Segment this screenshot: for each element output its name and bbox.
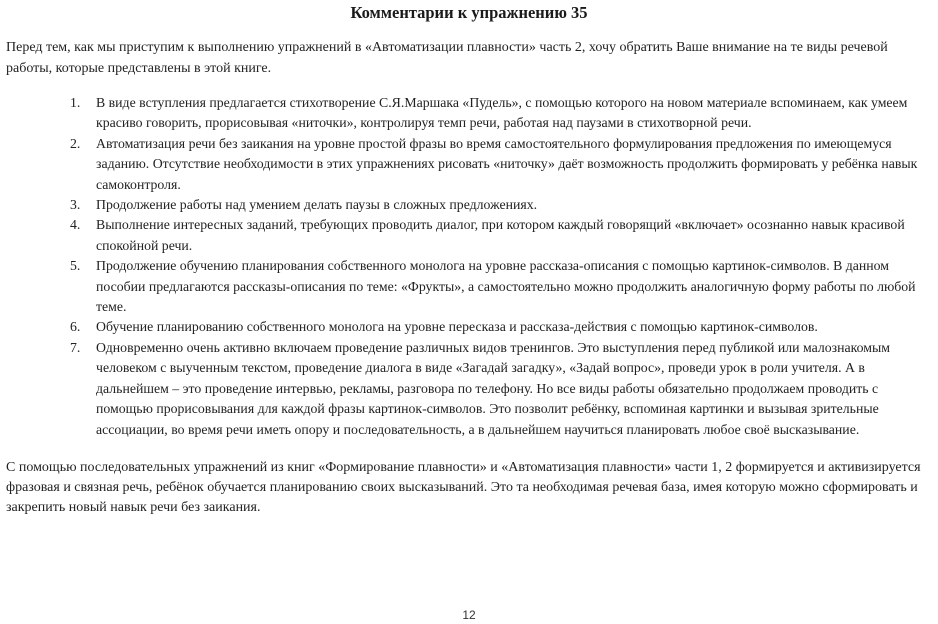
list-item [64, 93, 934, 134]
list-item-text: Продолжение обучению планирования собственного монолога на уровне рассказа-описания с помощью картинок-символов. В данном пособии предлагаются рассказы-описания по теме: «Фрукты», а самостоятельно можно продолжить аналогичную форму работы по любой теме. [96, 258, 916, 315]
list-item-text: Выполнение интересных заданий, требующих проводить диалог, при котором каждый говорящий «включает» осознанно навык красивой спокойной речи. [96, 217, 905, 253]
list-item-number: 2. [70, 135, 81, 151]
list-item [64, 256, 934, 317]
list-item-number: 3. [70, 197, 81, 213]
list-item [64, 134, 934, 195]
list-item-number: 5. [70, 258, 81, 274]
numbered-list [64, 93, 934, 440]
intro-paragraph: Перед тем, как мы приступим к выполнению упражнений в «Автоматизации плавности» часть 2, хочу обратить Ваше внимание на те виды речевой работы, которые представлены в этой книге. [6, 40, 888, 76]
list-item [64, 317, 934, 337]
list-item-number: 7. [70, 339, 81, 355]
list-item-text: Автоматизация речи без заикания на уровне простой фразы во время самостоятельного формулирования предложения по имеющемуся заданию. Отсутствие необходимости в этих упражнениях рисовать «ниточку» даёт возможность продолжить формировать у ребёнка навык самоконтроля. [96, 135, 918, 192]
list-item-text: Продолжение работы над умением делать паузы в сложных предложениях. [96, 197, 538, 213]
list-item-text: Обучение планированию собственного монолога на уровне пересказа и рассказа-действия с помощью картинок-символов. [96, 319, 818, 335]
list-item-text: Одновременно очень активно включаем проведение различных видов тренингов. Это выступления перед публикой или малознакомым человеком с выученным текстом, проведение диалога в виде «Загадай загадку», «Задай вопрос», проведи урок в роли учителя. А в дальнейшем – это проведение интервью, рекламы, разговора по телефону. Но все виды работы обязательно продолжаем проводить с помощью прорисовывания для каждой фразы картинок-символов. Это позволит ребёнку, вспоминая картинки и вызывая зрительные ассоциации, во время речи иметь опору и последовательность, а в дальнейшем научиться планировать любое своё высказывание. [96, 339, 890, 437]
list-item-number: 4. [70, 217, 81, 233]
list-item [64, 338, 934, 440]
page-number: 12 [462, 608, 476, 622]
list-item-number: 1. [70, 95, 81, 110]
list-item [64, 215, 934, 256]
list-item-text: В виде вступления предлагается стихотворение С.Я.Маршака «Пудель», с помощью которого на новом материале вспоминаем, как умеем красиво говорить, прорисовывая «ниточки», контролируя темп речи, работая над паузами в стихотворной речи. [96, 95, 908, 131]
closing-paragraph: С помощью последовательных упражнений из книг «Формирование плавности» и «Автоматизация плавности» части 1, 2 формируется и активизируется фразовая и связная речь, ребёнок обучается планированию своих высказываний. Это та необходимая речевая база, имея которую можно сформировать и закрепить новый навык речи без заикания. [6, 460, 921, 515]
list-item [64, 195, 934, 215]
document-title: Комментарии к упражнению 35 [350, 3, 588, 22]
list-item-number: 6. [70, 319, 81, 335]
